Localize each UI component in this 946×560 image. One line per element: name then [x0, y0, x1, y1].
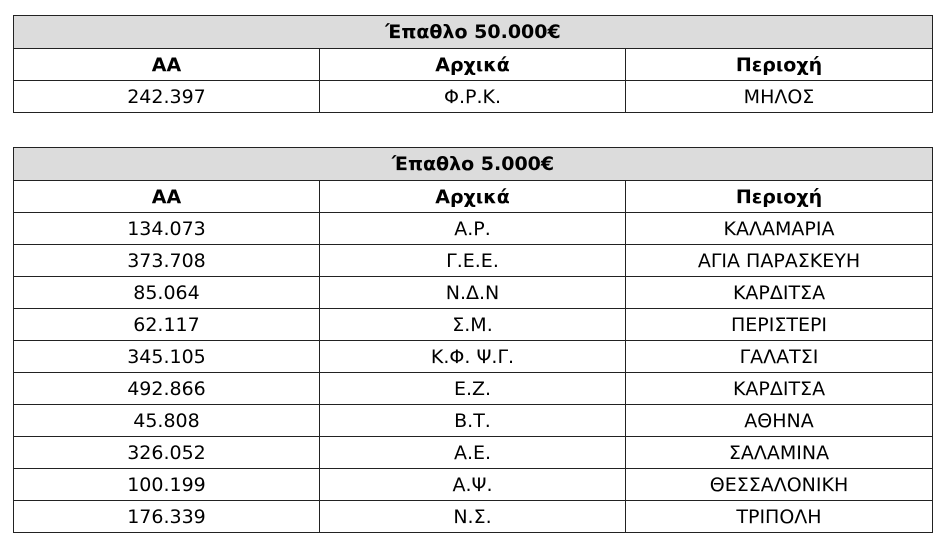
cell-region: ΚΑΡΔΙΤΣΑ — [626, 277, 933, 309]
table-row — [14, 309, 933, 341]
column-header-region: Περιοχή — [626, 49, 933, 81]
cell-initials: Γ.Ε.Ε. — [320, 245, 626, 277]
prize-table-5000 — [13, 147, 933, 533]
cell-region: ΓΑΛΑΤΣΙ — [626, 341, 933, 373]
cell-aa: 326.052 — [14, 437, 320, 469]
cell-initials: Ν.Δ.Ν — [320, 277, 626, 309]
table-title-row — [14, 148, 933, 181]
cell-initials: Β.Τ. — [320, 405, 626, 437]
cell-aa: 373.708 — [14, 245, 320, 277]
cell-region: ΘΕΣΣΑΛΟΝΙΚΗ — [626, 469, 933, 501]
cell-aa: 85.064 — [14, 277, 320, 309]
table-row — [14, 405, 933, 437]
cell-region: ΑΘΗΝΑ — [626, 405, 933, 437]
cell-initials: Ε.Ζ. — [320, 373, 626, 405]
table-row — [14, 277, 933, 309]
prize-table-50000 — [13, 15, 933, 113]
cell-aa: 134.073 — [14, 213, 320, 245]
table-title-row — [14, 16, 933, 49]
cell-region: ΚΑΛΑΜΑΡΙΑ — [626, 213, 933, 245]
column-header-region: Περιοχή — [626, 181, 933, 213]
cell-region: ΣΑΛΑΜΙΝΑ — [626, 437, 933, 469]
table-header-row — [14, 181, 933, 213]
cell-initials: Α.Ψ. — [320, 469, 626, 501]
table-header-row — [14, 49, 933, 81]
cell-initials: Ν.Σ. — [320, 501, 626, 533]
table-row — [14, 81, 933, 113]
cell-region: ΑΓΙΑ ΠΑΡΑΣΚΕΥΗ — [626, 245, 933, 277]
column-header-aa: ΑΑ — [14, 49, 320, 81]
table-row — [14, 245, 933, 277]
cell-aa: 62.117 — [14, 309, 320, 341]
cell-initials: Α.Ρ. — [320, 213, 626, 245]
cell-initials: Φ.Ρ.Κ. — [320, 81, 626, 113]
table-title: Έπαθλο 50.000€ — [14, 16, 933, 49]
table-row — [14, 341, 933, 373]
cell-initials: Κ.Φ. Ψ.Γ. — [320, 341, 626, 373]
cell-aa: 176.339 — [14, 501, 320, 533]
table-row — [14, 501, 933, 533]
table-row — [14, 437, 933, 469]
column-header-initials: Αρχικά — [320, 49, 626, 81]
cell-aa: 492.866 — [14, 373, 320, 405]
cell-initials: Σ.Μ. — [320, 309, 626, 341]
cell-aa: 45.808 — [14, 405, 320, 437]
cell-aa: 100.199 — [14, 469, 320, 501]
cell-aa: 345.105 — [14, 341, 320, 373]
cell-aa: 242.397 — [14, 81, 320, 113]
table-row — [14, 213, 933, 245]
cell-region: ΤΡΙΠΟΛΗ — [626, 501, 933, 533]
cell-region: ΜΗΛΟΣ — [626, 81, 933, 113]
column-header-aa: ΑΑ — [14, 181, 320, 213]
table-title: Έπαθλο 5.000€ — [14, 148, 933, 181]
cell-region: ΠΕΡΙΣΤΕΡΙ — [626, 309, 933, 341]
cell-region: ΚΑΡΔΙΤΣΑ — [626, 373, 933, 405]
table-row — [14, 373, 933, 405]
table-row — [14, 469, 933, 501]
column-header-initials: Αρχικά — [320, 181, 626, 213]
cell-initials: Α.Ε. — [320, 437, 626, 469]
